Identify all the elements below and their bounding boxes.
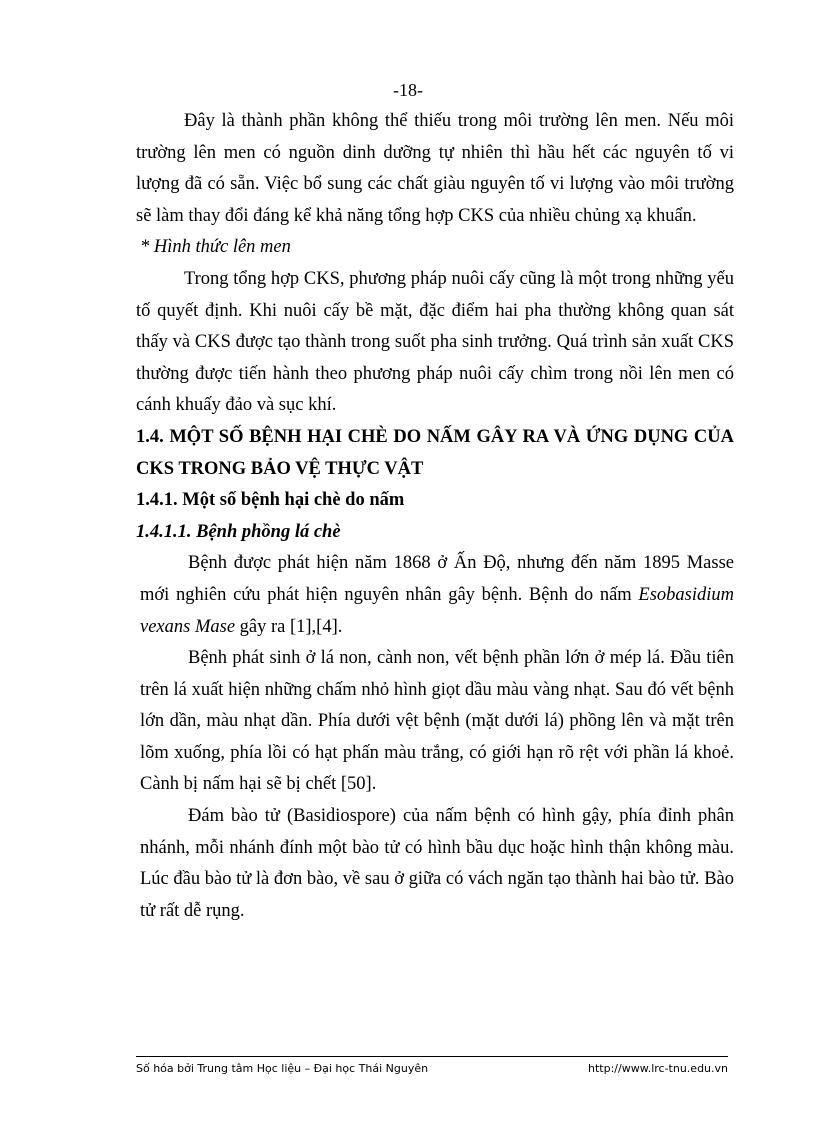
paragraph-disease-discovery-ref: gây ra [1],[4]. — [235, 616, 343, 637]
document-body — [136, 106, 734, 927]
page-number: -18- — [393, 80, 423, 100]
paragraph-trace-elements: Đây là thành phần không thể thiếu trong môi trường lên men. Nếu môi trường lên men có nguồn dinh dưỡng tự nhiên thì hầu hết các nguyên tố vi lượng đã có sẵn. Việc bổ sung các chất giàu nguyên tố vi lượng vào môi trường sẽ làm thay đổi đáng kể khả năng tổng hợp CKS của nhiều chủng xạ khuẩn. — [136, 111, 734, 226]
species-name: Esobasidium vexans Mase — [140, 584, 734, 637]
section-heading-1-4-1: 1.4.1. Một số bệnh hại chè do nấm — [136, 490, 405, 511]
footer-url: http://www.lrc-tnu.edu.vn — [588, 1062, 728, 1075]
paragraph-disease-discovery-text: Bệnh được phát hiện năm 1868 ở Ấn Độ, nhưng đến năm 1895 Masse mới nghiên cứu phát hiện nguyên nhân gây bệnh. Bệnh do nấm — [140, 553, 734, 605]
section-heading-1-4-1-1: 1.4.1.1. Bệnh phồng lá chè — [136, 521, 341, 542]
footer-divider — [136, 1056, 728, 1057]
section-heading-1-4: 1.4. MỘT SỐ BỆNH HẠI CHÈ DO NẤM GÂY RA VÀ ỨNG DỤNG CỦA CKS TRONG BẢO VỆ THỰC VẬT — [136, 426, 734, 479]
sub-label-fermentation-form: * Hình thức lên men — [140, 237, 291, 258]
paragraph-spores: Đám bào tử (Basidiospore) của nấm bệnh có hình gậy, phía đỉnh phân nhánh, mỗi nhánh đính một bào tử có hình bầu dục hoặc hình thận không màu. Lúc đầu bào tử là đơn bào, về sau ở giữa có vách ngăn tạo thành hai bào tử. Bào tử rất dễ rụng. — [140, 806, 734, 921]
paragraph-disease-discovery — [136, 548, 734, 643]
footer-source: Số hóa bởi Trung tâm Học liệu – Đại học Thái Nguyên — [136, 1062, 429, 1075]
paragraph-culture-method: Trong tổng hợp CKS, phương pháp nuôi cấy cũng là một trong những yếu tố quyết định. Khi nuôi cấy bề mặt, đặc điểm hai pha thường không quan sát thấy và CKS được tạo thành trong suốt pha sinh trưởng. Quá trình sản xuất CKS thường được tiến hành theo phương pháp nuôi cấy chìm trong nồi lên men có cánh khuấy đảo và sục khí. — [136, 268, 734, 416]
paragraph-symptoms: Bệnh phát sinh ở lá non, cành non, vết bệnh phần lớn ở mép lá. Đầu tiên trên lá xuất hiện những chấm nhỏ hình giọt dầu màu vàng nhạt. Sau đó vết bệnh lớn dần, màu nhạt dần. Phía dưới vệt bệnh (mặt dưới lá) phồng lên và mặt trên lõm xuống, phía lồi có hạt phấn màu trắng, có giới hạn rõ rệt với phần lá khoẻ. Cành bị nấm hại sẽ bị chết [50]. — [140, 648, 734, 795]
